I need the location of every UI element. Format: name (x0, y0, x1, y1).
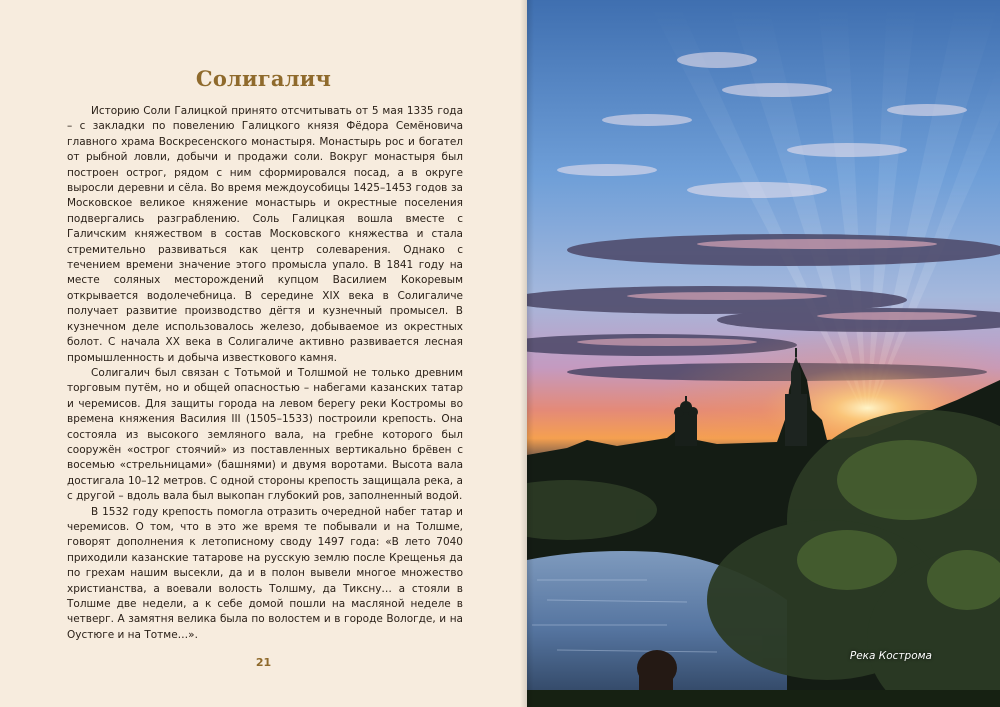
paragraph-2: Солигалич был связан с Тотьмой и Толшмой не только древним торговым путём, но и общей опасностью – набегами казанских татар и черемисов. Для защиты города на левом берегу реки Костромы во времена княжения Василия III (1505–1533) построили крепость. Она состояла из высокого земляного вала, на гребне которого был сооружён «острог стоячий» из поставленных вертикально брёвен с восемью «стрельницами» (башнями) и двумя воротами. Высота вала достигала 10–12 метров. С одной стороны крепость защищала река, а с другой – вдоль вала был выкопан глубокий ров, заполненный водой. (67, 366, 463, 503)
page-number: 21 (255, 656, 272, 669)
paragraph-1: Историю Соли Галицкой принято отсчитывать от 5 мая 1335 года – с закладки по повелению Галицкого князя Фёдора Семёновича главного храма Воскресенского монастыря. Монастырь рос и богател от рыбной ловли, добычи и продажи соли. Вокруг монастыря был построен острог, рядом с ним сформировался посад, а в округе выросли деревни и сёла. Во время междоусобицы 1425–1453 годов за Московское великое княжение монастырь и окрестные поселения подвергались разграблению. Соль Галицкая вошла вместе с Галичским княжеством в состав Московского княжества и стала стремительно развиваться как центр солеварения. Однако с течением времени значение этого промысла упало. В 1841 году на месте соляных месторождений купцом Василием Кокоревым открывается водолечебница. В середине XIX века в Солигаличе получает развитие производство дёгтя и кузнечный промысел. В кузнечном деле использовалось железо, добываемое из окрестных болот. С начала XX века в Солигаличе активно развивается лесная промышленность и добыча известкового камня. (67, 105, 463, 364)
photo-caption: Река Кострома (849, 650, 932, 662)
article-body (67, 104, 463, 643)
right-page (527, 0, 1000, 707)
page-title: Солигалич (195, 66, 332, 91)
river-sunset-photo (527, 0, 1000, 707)
paragraph-3: В 1532 году крепость помогла отразить очередной набег татар и черемисов. О том, что в это же время те побывали и на Толшме, говорят дополнения к летописному своду 1497 года: «В лето 7040 приходили казанские татарове на русскую землю после Крещенья да по грехам нашим высекли, да и в полон вывели многое множество христианства, а воевали волость Толшму, да Тиксну… а стояли в Толшме две недели, а к себе домой пошли на масляной неделе в четверг. А замятня велика была по волостем и в городе Вологде, и на Оустюге и на Тотме…». (67, 505, 463, 641)
